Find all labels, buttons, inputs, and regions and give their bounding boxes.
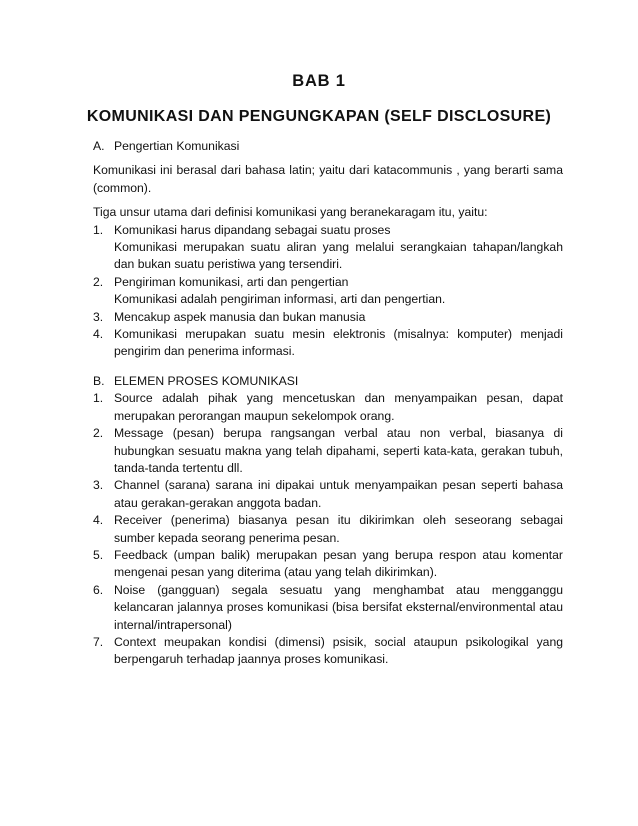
document-body: [93, 138, 563, 669]
list-item-number: 2.: [93, 274, 104, 289]
list-item: [93, 512, 563, 547]
list-item-text: Context meupakan kondisi (dimensi) psisik, social ataupun psikologikal yang berpengaruh terhadap jaannya proses komunikasi.: [114, 634, 563, 667]
list-item: [93, 425, 563, 477]
paragraph-elements-intro: Tiga unsur utama dari definisi komunikasi yang beranekaragam itu, yaitu:: [93, 205, 488, 220]
list-item-text: [114, 222, 563, 274]
list-item-text: Komunikasi merupakan suatu mesin elektronis (misalnya: komputer) menjadi pengirim dan penerima informasi.: [114, 327, 563, 359]
list-item: [93, 274, 563, 309]
list-item-text: Receiver (penerima) biasanya pesan itu dikirimkan oleh seseorang sebagai sumber kepada seorang penerima pesan.: [114, 513, 563, 545]
list-item: [93, 547, 563, 582]
list-item-number: 1.: [93, 391, 104, 406]
list-item-title: Komunikasi harus dipandang sebagai suatu proses: [114, 222, 391, 237]
list-item: [93, 390, 563, 425]
section-a-title: Pengertian Komunikasi: [114, 139, 240, 153]
list-item-text: Feedback (umpan balik) merupakan pesan yang berupa respon atau komentar mengenai pesan yang diterima (atau yang telah dikirimkan).: [114, 547, 563, 580]
list-item: [93, 309, 563, 326]
section-b-heading: [93, 373, 563, 390]
list-item: [93, 634, 563, 669]
list-item-text: Channel (sarana) sarana ini dipakai untuk menyampaikan pesan seperti bahasa atau gerakan-gerakan anggota badan.: [114, 478, 563, 510]
list-item-number: 4.: [93, 513, 104, 528]
list-item-number: 3.: [93, 309, 104, 324]
list-item-number: 3.: [93, 478, 104, 493]
list-process-elements: [93, 390, 563, 669]
list-item-detail: Komunikasi adalah pengiriman informasi, arti dan pengertian.: [114, 292, 446, 307]
list-item-number: 5.: [93, 547, 104, 562]
section-b-title: ELEMEN PROSES KOMUNIKASI: [114, 373, 299, 388]
list-item-title: Pengiriman komunikasi, arti dan pengertian: [114, 274, 349, 289]
list-item-number: 1.: [93, 222, 104, 237]
list-item-text: [114, 274, 563, 309]
list-item-number: 7.: [93, 634, 104, 649]
list-item-number: 6.: [93, 582, 104, 597]
section-b-marker: B.: [93, 373, 105, 388]
list-item-text: Mencakup aspek manusia dan bukan manusia: [114, 309, 366, 324]
list-item: [93, 326, 563, 361]
list-item-detail: Komunikasi merupakan suatu aliran yang melalui serangkaian tahapan/langkah dan bukan suatu peristiwa yang tersendiri.: [114, 240, 563, 272]
section-a-marker: A.: [93, 139, 105, 153]
list-item-number: 2.: [93, 426, 104, 441]
chapter-heading: BAB 1: [292, 72, 346, 90]
list-item: [93, 477, 563, 512]
list-item-number: 4.: [93, 327, 104, 342]
list-item-text: Source adalah pihak yang mencetuskan dan menyampaikan pesan, dapat merupakan perorangan maupun sekelompok orang.: [114, 391, 563, 423]
list-item: [93, 222, 563, 274]
chapter-title: KOMUNIKASI DAN PENGUNGKAPAN (SELF DISCLOSURE): [86, 108, 552, 125]
paragraph-origin: Komunikasi ini berasal dari bahasa latin; yaitu dari katacommunis , yang berarti sama (common).: [93, 163, 563, 195]
list-definition-elements: [93, 222, 563, 361]
section-a-heading: [93, 138, 563, 155]
list-item: [93, 582, 563, 634]
list-item-text: Noise (gangguan) segala sesuatu yang menghambat atau mengganggu kelancaran jalannya proses komunikasi (bisa bersifat eksternal/environmental atau internal/intrapersonal): [114, 582, 563, 632]
list-item-text: Message (pesan) berupa rangsangan verbal atau non verbal, biasanya di hubungkan sesuatu makna yang telah dipahami, seperti kata-kata, gerakan tubuh, tanda-tanda tertentu dll.: [114, 426, 563, 475]
